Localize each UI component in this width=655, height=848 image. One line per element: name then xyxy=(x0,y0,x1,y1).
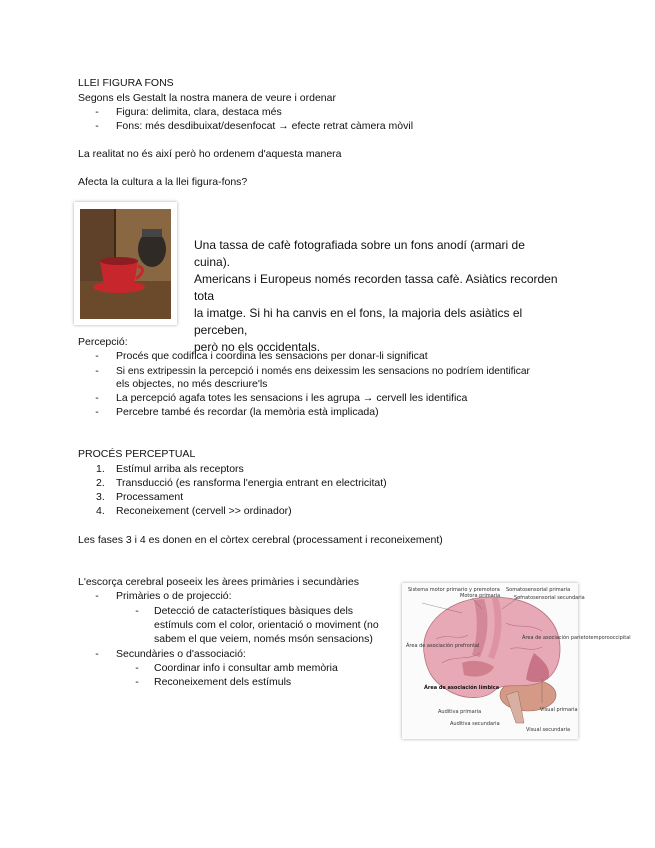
brain-diagram xyxy=(402,583,631,739)
dash-bullet: - xyxy=(135,605,139,617)
cortex-intro: L'escorça cerebral poseeix les àrees primàries i secundàries xyxy=(78,576,359,588)
perception-heading: Percepció: xyxy=(78,336,128,348)
caption-line: però no els occidentals. xyxy=(194,340,321,354)
brain-areas-figure xyxy=(402,583,631,739)
culture-question: Afecta la cultura a la llei figura-fons? xyxy=(78,176,248,188)
label-auditory-secondary: Auditiva secundaria xyxy=(450,721,500,727)
dash-bullet: - xyxy=(135,662,139,674)
step-number: 4. xyxy=(96,505,105,517)
section-heading-figura-fons: LLEI FIGURA FONS xyxy=(78,77,174,89)
process-step: Estímul arriba als receptors xyxy=(116,463,244,475)
caption-line: Una tassa de cafè fotografiada sobre un fons anodí (armari de cuina). xyxy=(194,238,525,269)
secondary-item: Coordinar info i consultar amb memòria xyxy=(154,662,338,674)
dash-bullet: - xyxy=(95,406,99,418)
primary-areas-text: Detecció de catacterístiques bàsiques dels xyxy=(154,605,354,617)
phases-note: Les fases 3 i 4 es donen en el còrtex cerebral (processament i reconeixement) xyxy=(78,534,443,546)
dash-bullet: - xyxy=(95,365,99,377)
perception-bullet: Si ens extripessin la percepció i només ens deixessim les sensacions no podríem identificar xyxy=(116,366,530,377)
gestalt-intro: Segons els Gestalt la nostra manera de veure i ordenar xyxy=(78,92,336,104)
label-motor-primary: Motora primaria xyxy=(460,593,501,599)
secondary-item: Reconeixement dels estímuls xyxy=(154,676,292,688)
perception-bullet-continuation: els objectes, no més descriure'ls xyxy=(116,378,268,390)
perception-bullet: La percepció agafa totes les sensacions i les agrupa → cervell les identifica xyxy=(116,392,468,404)
dash-bullet: - xyxy=(95,106,99,118)
dash-bullet: - xyxy=(95,392,99,404)
label-prefrontal-association: Área de asociación prefrontal xyxy=(406,643,480,649)
bullet-fons: Fons: més desdibuixat/desenfocat → efecte retrat càmera mòvil xyxy=(116,120,414,132)
process-step: Reconeixement (cervell >> ordinador) xyxy=(116,505,292,517)
dash-bullet: - xyxy=(95,350,99,362)
label-somatosensory-primary: Somatosensorial primaria xyxy=(506,587,571,593)
perception-bullet: Percebre també és recordar (la memòria està implicada) xyxy=(116,406,379,418)
label-parieto-association: Área de asociación parietotemporooccipital xyxy=(522,635,631,641)
label-visual-primary: Visual primaria xyxy=(540,707,578,713)
photo-caption xyxy=(194,237,564,356)
label-visual-secondary: Visual secundaria xyxy=(526,727,571,733)
primary-areas-title: Primàries o de projecció: xyxy=(116,590,232,602)
bullet-figura: Figura: delimita, clara, destaca més xyxy=(116,106,282,118)
process-step: Transducció (es ransforma l'energia entrant en electricitat) xyxy=(116,477,387,489)
process-heading: PROCÉS PERCEPTUAL xyxy=(78,448,196,460)
step-number: 2. xyxy=(96,477,105,489)
dash-bullet: - xyxy=(95,590,99,602)
process-step: Processament xyxy=(116,491,184,503)
primary-areas-text: sabem el que veiem, només msón sensacions) xyxy=(154,633,373,645)
label-auditory-primary: Auditiva primaria xyxy=(438,709,482,715)
label-somatosensory-secondary: Somatosensorial secundaria xyxy=(514,595,585,601)
perception-bullet: Procés que codifica i coordina les sensacions per donar-li significat xyxy=(116,350,428,362)
dash-bullet: - xyxy=(95,120,99,132)
step-number: 1. xyxy=(96,463,105,475)
dash-bullet: - xyxy=(95,648,99,660)
primary-areas-text: estímuls com el color, orientació o moviment (no xyxy=(154,619,379,631)
dash-bullet: - xyxy=(135,676,139,688)
caption-line: la imatge. Si hi ha canvis en el fons, la majoria dels asiàtics el perceben, xyxy=(194,306,523,337)
caption-line: Americans i Europeus només recorden tassa cafè. Asiàtics recorden tota xyxy=(194,272,558,303)
label-limbic-association: Área de asociación límbica xyxy=(424,685,500,691)
label-motor-premotor: Sistema motor primario y premotora xyxy=(408,587,500,593)
secondary-areas-title: Secundàries o d'associació: xyxy=(116,648,246,660)
coffee-cup-photo xyxy=(74,202,177,325)
coffee-cup-illustration xyxy=(80,209,171,319)
reality-text: La realitat no és així però ho ordenem d'aquesta manera xyxy=(78,148,342,160)
step-number: 3. xyxy=(96,491,105,503)
